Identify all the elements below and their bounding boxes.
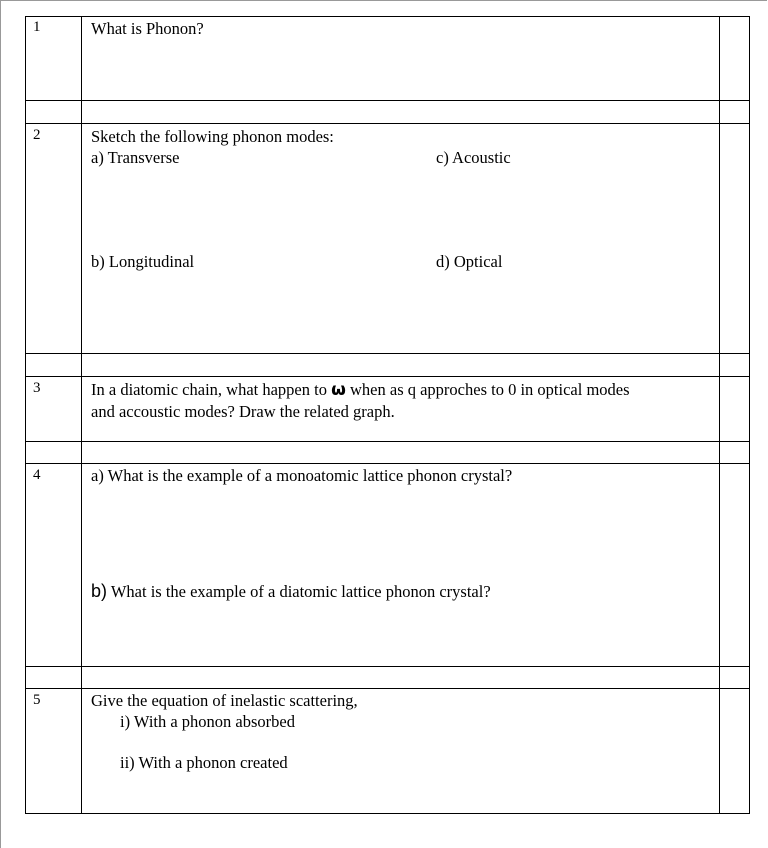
table-border-top	[25, 16, 750, 17]
question-2-option-c: c) Acoustic	[436, 148, 511, 167]
col-divider	[81, 16, 82, 814]
question-number-2: 2	[33, 127, 41, 143]
row-divider	[25, 100, 750, 101]
question-5-part-i: i) With a phonon absorbed	[120, 712, 295, 731]
question-2-option-d: d) Optical	[436, 252, 503, 271]
table-border-bottom	[25, 813, 750, 814]
omega-symbol: ω	[331, 380, 346, 400]
question-1	[91, 18, 204, 39]
question-number-3: 3	[33, 380, 41, 396]
row-divider	[25, 666, 750, 667]
col-divider	[719, 16, 720, 814]
question-number-4: 4	[33, 467, 41, 483]
question-5-title: Give the equation of inelastic scattering,	[91, 691, 358, 710]
question-2-option-a: a) Transverse	[91, 148, 180, 167]
question-2-title: Sketch the following phonon modes:	[91, 127, 334, 146]
col-border-left	[25, 16, 26, 814]
question-number-5: 5	[33, 692, 41, 708]
row-divider	[25, 123, 750, 124]
question-3-line-1-pre: In a diatomic chain, what happen to	[91, 380, 327, 399]
question-3-line-1-post: when as q approches to 0 in optical modes	[350, 380, 630, 399]
question-1-text: What is Phonon?	[91, 19, 204, 38]
row-divider	[25, 441, 750, 442]
question-4-part-b	[91, 581, 491, 602]
question-4-part-b-label: b)	[91, 581, 108, 601]
question-4-part-b-text: What is the example of a diatomic lattice phonon crystal?	[110, 582, 491, 601]
question-3-line-1	[91, 379, 630, 401]
row-divider	[25, 353, 750, 354]
question-2-option-b: b) Longitudinal	[91, 252, 195, 271]
col-border-right	[749, 16, 750, 814]
question-4-part-a: a) What is the example of a monoatomic lattice phonon crystal?	[91, 466, 513, 485]
question-3	[91, 379, 630, 422]
row-divider	[25, 463, 750, 464]
row-divider	[25, 376, 750, 377]
question-number-1: 1	[33, 19, 41, 35]
row-divider	[25, 688, 750, 689]
question-5-part-ii: ii) With a phonon created	[120, 753, 288, 772]
question-3-line-2: and accoustic modes? Draw the related graph.	[91, 402, 395, 421]
